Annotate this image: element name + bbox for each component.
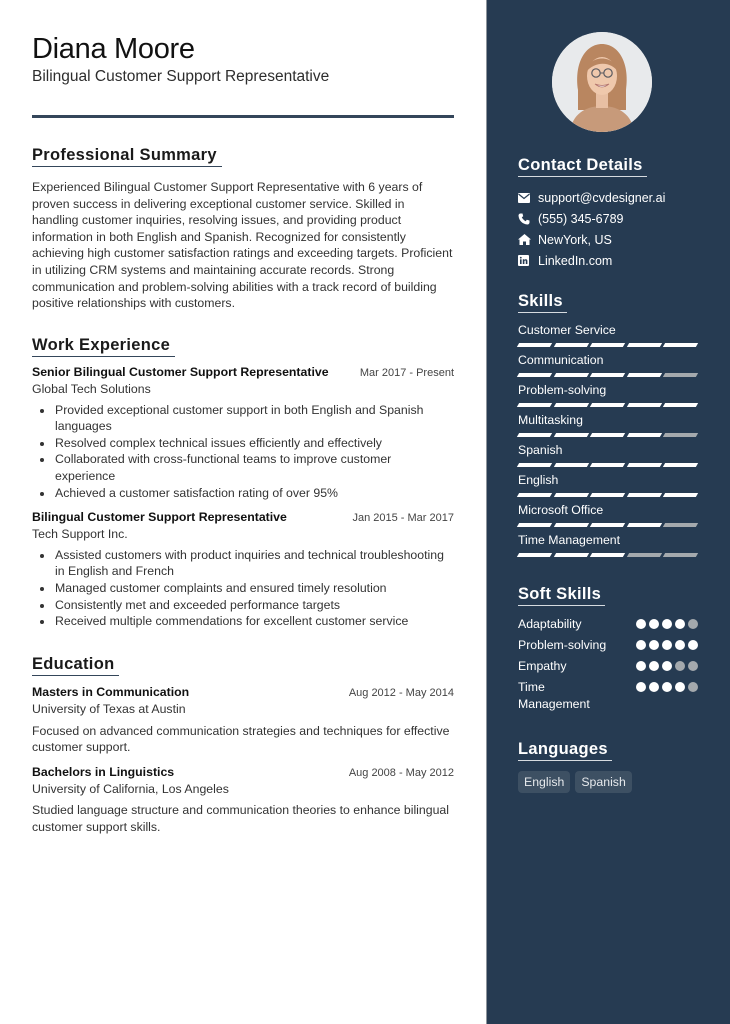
languages-section (518, 739, 698, 793)
profile-photo-illustration (552, 32, 652, 132)
skill-rating-bar (518, 523, 698, 527)
linkedin-icon (518, 255, 538, 266)
rating-dot (675, 682, 685, 692)
skill-item (518, 412, 698, 437)
soft-skill-item (518, 637, 698, 654)
skill-rating-bar (518, 433, 698, 437)
soft-skill-rating-dots (636, 658, 698, 671)
soft-skill-item (518, 616, 698, 633)
rating-segment (626, 553, 661, 557)
rating-segment (517, 343, 552, 347)
home-icon (518, 234, 538, 245)
skill-rating-bar (518, 403, 698, 407)
experience-section (32, 335, 454, 630)
rating-segment (553, 343, 588, 347)
job-company: Tech Support Inc. (32, 527, 128, 542)
rating-segment (590, 463, 625, 467)
rating-segment (590, 373, 625, 377)
degree-dates: Aug 2008 - May 2012 (348, 766, 454, 779)
education-heading: Education (32, 654, 119, 676)
contact-heading: Contact Details (518, 155, 647, 177)
rating-segment (663, 463, 698, 467)
degree-dates: Aug 2012 - May 2014 (348, 687, 454, 699)
rating-dot (662, 619, 672, 629)
header-divider (32, 115, 454, 118)
soft-skill-rating-dots (636, 637, 698, 650)
job-bullets (32, 547, 454, 630)
rating-dot (636, 640, 646, 650)
soft-skill-item (518, 658, 698, 675)
rating-dot (636, 661, 646, 671)
soft-skills-list (518, 616, 698, 713)
rating-segment (663, 493, 698, 497)
rating-dot (649, 619, 659, 629)
skill-item (518, 502, 698, 527)
rating-dot (662, 640, 672, 650)
rating-segment (517, 403, 552, 407)
skill-rating-bar (518, 553, 698, 557)
rating-segment (663, 403, 698, 407)
education-section (32, 654, 454, 836)
job-bullet: Provided exceptional customer support in both English and Spanish languages (32, 402, 454, 435)
rating-segment (553, 493, 588, 497)
contact-phone-text: (555) 345-6789 (538, 211, 624, 226)
soft-skill-label: Empathy (518, 659, 567, 673)
skill-rating-bar (518, 463, 698, 467)
language-pill-spanish: Spanish (575, 771, 631, 793)
rating-segment (517, 373, 552, 377)
rating-segment (517, 523, 552, 527)
rating-segment (517, 433, 552, 437)
contact-email[interactable] (518, 187, 698, 208)
rating-segment (663, 553, 698, 557)
rating-segment (626, 433, 661, 437)
job-title: Bilingual Customer Support Representative (32, 510, 287, 525)
skill-rating-bar (518, 493, 698, 497)
skill-item (518, 442, 698, 467)
skill-label: Spanish (518, 443, 563, 457)
rating-segment (553, 433, 588, 437)
rating-segment (626, 493, 661, 497)
skill-label: English (518, 473, 559, 487)
rating-segment (663, 343, 698, 347)
skill-label: Multitasking (518, 413, 583, 427)
rating-dot (649, 682, 659, 692)
soft-skill-label: Adaptability (518, 617, 582, 631)
job-bullet: Received multiple commendations for excellent customer service (32, 613, 454, 630)
soft-skill-item (518, 679, 698, 713)
rating-segment (590, 553, 625, 557)
school-name: University of Texas at Austin (32, 702, 186, 716)
rating-dot (688, 619, 698, 629)
job-bullet: Managed customer complaints and ensured timely resolution (32, 580, 454, 597)
skills-list (518, 322, 698, 557)
skill-label: Time Management (518, 533, 621, 547)
contact-phone[interactable] (518, 208, 698, 229)
job-bullet: Consistently met and exceeded performance targets (32, 597, 454, 614)
rating-segment (553, 403, 588, 407)
skill-label: Communication (518, 353, 604, 367)
rating-segment (553, 463, 588, 467)
skill-item (518, 322, 698, 347)
job-company: Global Tech Solutions (32, 382, 151, 396)
job-entry (32, 509, 454, 630)
school-name: University of California, Los Angeles (32, 781, 229, 796)
degree-title: Bachelors in Linguistics (32, 764, 175, 779)
rating-dot (688, 661, 698, 671)
skill-rating-bar (518, 343, 698, 347)
rating-segment (517, 463, 552, 467)
rating-segment (590, 343, 625, 347)
skill-label: Microsoft Office (518, 503, 604, 517)
job-bullet: Resolved complex technical issues efficiently and effectively (32, 435, 454, 452)
contact-linkedin-text: LinkedIn.com (538, 253, 613, 268)
soft-skill-rating-dots (636, 679, 698, 692)
contact-linkedin[interactable] (518, 250, 698, 271)
education-entry (32, 764, 454, 836)
rating-dot (636, 619, 646, 629)
rating-segment (626, 343, 661, 347)
degree-title: Masters in Communication (32, 685, 190, 699)
envelope-icon (518, 193, 538, 203)
rating-segment (553, 373, 588, 377)
rating-segment (626, 523, 661, 527)
job-entry (32, 364, 454, 501)
rating-dot (636, 682, 646, 692)
rating-segment (553, 553, 588, 557)
rating-dot (649, 661, 659, 671)
rating-dot (662, 661, 672, 671)
degree-description: Focused on advanced communication strategies and techniques for effective customer support. (32, 723, 450, 755)
rating-segment (517, 493, 552, 497)
contact-location (518, 229, 698, 250)
skills-heading: Skills (518, 291, 567, 313)
skill-label: Customer Service (518, 323, 616, 337)
rating-segment (626, 373, 661, 377)
skill-label: Problem-solving (518, 383, 607, 397)
candidate-title: Bilingual Customer Support Representative (32, 68, 330, 85)
job-dates: Jan 2015 - Mar 2017 (352, 512, 454, 525)
job-bullet: Assisted customers with product inquiries and technical troubleshooting in English and French (32, 547, 454, 580)
rating-segment (590, 403, 625, 407)
rating-segment (663, 433, 698, 437)
summary-heading: Professional Summary (32, 145, 222, 167)
rating-segment (626, 463, 661, 467)
rating-segment (663, 373, 698, 377)
contact-section (518, 155, 698, 271)
sidebar (486, 0, 730, 1024)
job-bullet: Achieved a customer satisfaction rating of over 95% (32, 485, 454, 502)
rating-dot (688, 640, 698, 650)
rating-segment (590, 433, 625, 437)
education-entry (32, 684, 454, 756)
contact-email-text: support@cvdesigner.ai (538, 190, 666, 205)
rating-segment (590, 493, 625, 497)
soft-skill-rating-dots (636, 616, 698, 629)
rating-segment (590, 523, 625, 527)
rating-segment (663, 523, 698, 527)
rating-segment (517, 553, 552, 557)
phone-icon (518, 213, 538, 225)
rating-dot (649, 640, 659, 650)
summary-section (32, 145, 454, 312)
language-pill-english: English (518, 771, 570, 793)
job-title: Senior Bilingual Customer Support Representative (32, 365, 329, 379)
rating-segment (553, 523, 588, 527)
job-dates: Mar 2017 - Present (359, 367, 454, 379)
soft-skills-section (518, 584, 698, 717)
experience-heading: Work Experience (32, 335, 175, 357)
skill-rating-bar (518, 373, 698, 377)
rating-dot (675, 661, 685, 671)
rating-dot (675, 619, 685, 629)
language-pills (518, 771, 698, 793)
skill-item (518, 472, 698, 497)
skill-item (518, 382, 698, 407)
skills-section (518, 291, 698, 562)
rating-segment (626, 403, 661, 407)
summary-text: Experienced Bilingual Customer Support Representative with 6 years of proven success in delivering exceptional customer service. Skilled in handling customer inquiries, resolving issues, and providing product information in both English and Spanish. Recognized for consistently achieving high customer satisfaction ratings and exceeding targets. Proficient in utilizing CRM systems and maintaining accurate records. Strong communication and problem-solving abilities with a track record of building positive relationships with customers. (32, 180, 453, 311)
degree-description: Studied language structure and communication theories to enhance bilingual customer support skills. (32, 803, 450, 834)
languages-heading: Languages (518, 739, 612, 761)
soft-skills-heading: Soft Skills (518, 584, 605, 606)
rating-dot (675, 640, 685, 650)
profile-photo (552, 32, 652, 132)
rating-dot (688, 682, 698, 692)
skill-item (518, 532, 698, 557)
candidate-name: Diana Moore (32, 33, 195, 65)
job-bullets (32, 402, 454, 502)
contact-location-text: NewYork, US (538, 232, 612, 247)
skill-item (518, 352, 698, 377)
job-bullet: Collaborated with cross-functional teams to improve customer experience (32, 451, 454, 484)
soft-skill-label: Problem-solving (518, 638, 607, 652)
soft-skill-label: Time Management (518, 680, 590, 711)
rating-dot (662, 682, 672, 692)
